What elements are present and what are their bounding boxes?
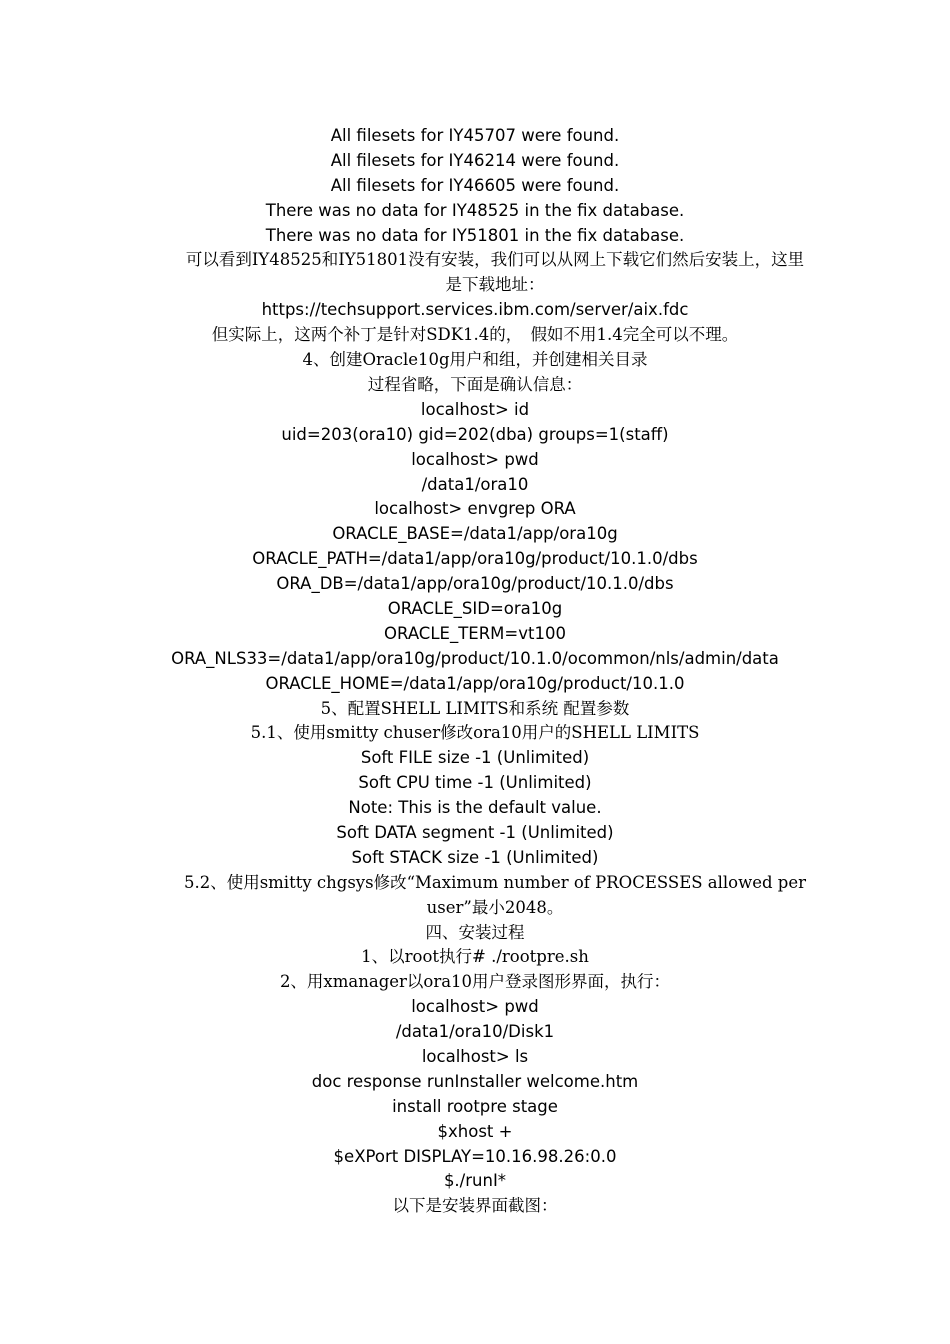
text-line: Soft FILE size -1 (Unlimited) (360, 748, 590, 768)
text-line: Soft STACK size -1 (Unlimited) (351, 847, 599, 867)
text-line: 过程省略，下面是确认信息： (367, 374, 583, 394)
text-line: 以下是安装界面截图： (392, 1196, 558, 1216)
text-line: localhost> id (420, 399, 530, 419)
text-line: $eXPort DISPLAY=10.16.98.26:0.0 (333, 1146, 617, 1166)
step-line: 2、用xmanager以ora10用户登录图形界面，执行： (279, 972, 671, 992)
text-line: ORACLE_PATH=/data1/app/ora10g/product/10.1.0/dbs (252, 549, 698, 569)
section-heading: 5.1、使用smitty chuser修改ora10用户的SHELL LIMITS (250, 723, 700, 743)
text-line: ORACLE_BASE=/data1/app/ora10g (332, 524, 618, 544)
text-line: localhost> pwd (411, 449, 539, 469)
text-line: ORACLE_SID=ora10g (387, 598, 563, 618)
text-line: ORACLE_HOME=/data1/app/ora10g/product/10.1.0 (265, 673, 685, 693)
text-line: Note: This is the default value. (348, 798, 602, 818)
text-line: localhost> pwd (411, 997, 539, 1017)
text-line: All filesets for IY46214 were found. (330, 150, 620, 170)
section-heading: 5、配置SHELL LIMITS和系统 配置参数 (320, 698, 630, 718)
text-line: uid=203(ora10) gid=202(dba) groups=1(staff) (281, 424, 669, 444)
chapter-heading: 四、安装过程 (425, 922, 525, 942)
text-paragraph: 可以看到IY48525和IY51801没有安装，我们可以从网上下载它们然后安装上，这里是下载地址： (185, 250, 805, 295)
step-line: 1、以root执行# ./rootpre.sh (361, 947, 589, 967)
text-line: ORACLE_TERM=vt100 (384, 623, 566, 643)
text-line: Soft CPU time -1 (Unlimited) (358, 773, 592, 793)
document-body (0, 124, 950, 1219)
text-line: There was no data for IY51801 in the fix database. (265, 225, 685, 245)
text-line: 但实际上，这两个补丁是针对SDK1.4的， 假如不用1.4完全可以不理。 (211, 325, 739, 345)
section-heading: 4、创建Oracle10g用户和组，并创建相关目录 (302, 350, 648, 370)
text-line: There was no data for IY48525 in the fix database. (265, 200, 685, 220)
text-line: localhost> envgrep ORA (374, 499, 576, 519)
text-line: doc response runInstaller welcome.htm (311, 1071, 639, 1091)
text-line: /data1/ora10/Disk1 (395, 1022, 555, 1042)
text-line: ORA_NLS33=/data1/app/ora10g/product/10.1.0/ocommon/nls/admin/data (171, 648, 779, 668)
download-url-text: https://techsupport.services.ibm.com/server/aix.fdc (261, 300, 689, 320)
text-line: /data1/ora10 (421, 474, 529, 494)
text-line: All filesets for IY45707 were found. (330, 126, 620, 145)
text-line: $xhost + (437, 1121, 513, 1141)
text-line: All filesets for IY46605 were found. (330, 175, 620, 195)
section-heading: 5.2、使用smitty chgsys修改“Maximum number of PROCESSES allowed per user”最小2048。 (183, 872, 807, 917)
text-line: ORA_DB=/data1/app/ora10g/product/10.1.0/dbs (276, 574, 674, 594)
text-line: localhost> ls (421, 1047, 529, 1067)
text-line: $./runI* (443, 1171, 507, 1191)
text-line: install rootpre stage (392, 1096, 558, 1116)
text-line: Soft DATA segment -1 (Unlimited) (336, 822, 614, 842)
